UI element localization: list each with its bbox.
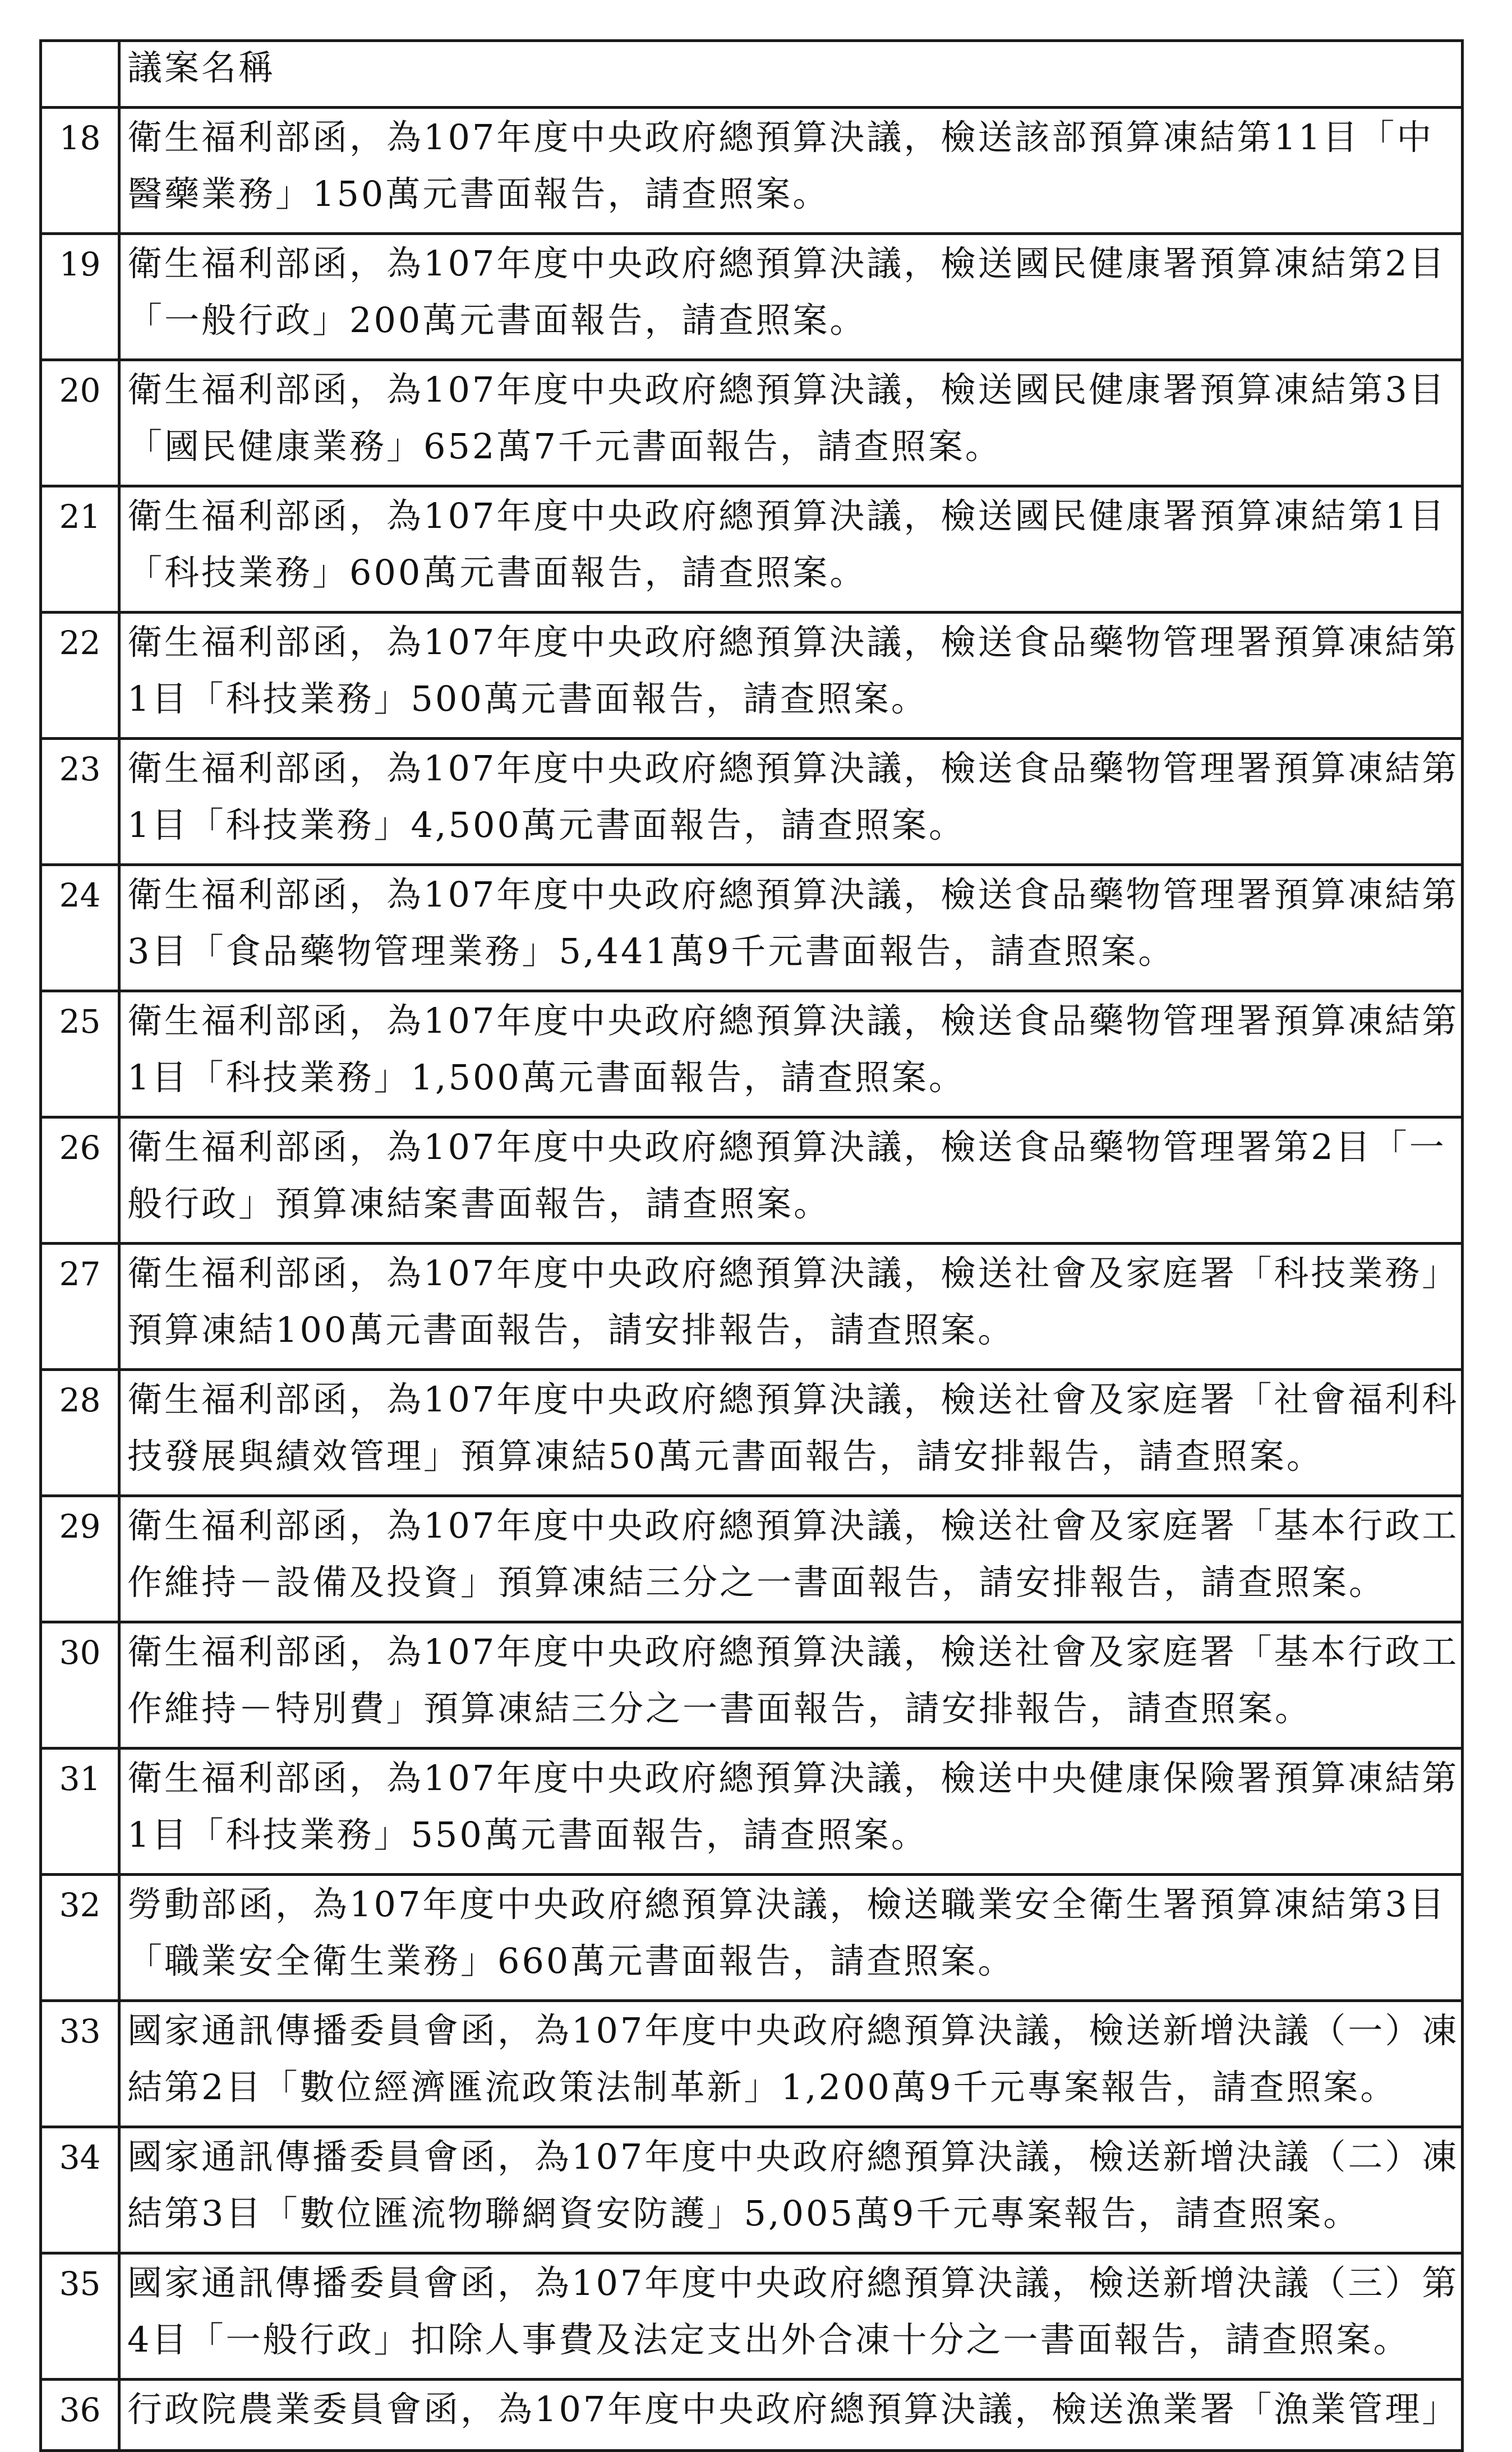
item-title-line: 技發展與績效管理」預算凍結50萬元書面報告，請安排報告，請查照案。	[127, 1436, 1324, 1476]
item-number: 27	[41, 1244, 119, 1370]
agenda-table-body	[41, 41, 1463, 2451]
item-title-line: 衛生福利部函，為107年度中央政府總預算決議，檢送國民健康署預算凍結第3目	[127, 369, 1446, 410]
table-row	[41, 1244, 1463, 1370]
table-row	[41, 234, 1463, 360]
item-title-line: 衛生福利部函，為107年度中央政府總預算決議，檢送食品藥物管理署預算凍結第	[127, 1000, 1459, 1041]
item-title	[119, 1622, 1463, 1749]
item-number: 31	[41, 1749, 119, 1875]
table-row	[41, 1622, 1463, 1749]
item-title-line: 作維持－設備及投資」預算凍結三分之一書面報告，請安排報告，請查照案。	[127, 1562, 1386, 1603]
table-row	[41, 613, 1463, 739]
table-row	[41, 1749, 1463, 1875]
item-number: 34	[41, 2127, 119, 2253]
header-title-cell: 議案名稱	[119, 41, 1463, 108]
item-number: 26	[41, 1117, 119, 1244]
item-title-line: 衛生福利部函，為107年度中央政府總預算決議，檢送社會及家庭署「基本行政工	[127, 1631, 1459, 1672]
item-number: 32	[41, 1875, 119, 2001]
item-title-line: 4目「一般行政」扣除人事費及法定支出外合凍十分之一書面報告，請查照案。	[127, 2319, 1410, 2360]
item-title-line: 「職業安全衛生業務」660萬元書面報告，請查照案。	[127, 1940, 1015, 1981]
item-title-line: 衛生福利部函，為107年度中央政府總預算決議，檢送社會及家庭署「科技業務」	[127, 1253, 1459, 1294]
table-row	[41, 1496, 1463, 1622]
item-number: 29	[41, 1496, 119, 1622]
table-row	[41, 1117, 1463, 1244]
item-title	[119, 991, 1463, 1117]
item-title	[119, 1244, 1463, 1370]
item-title	[119, 486, 1463, 613]
item-title-line: 1目「科技業務」1,500萬元書面報告，請查照案。	[127, 1057, 966, 1098]
item-title-line: 國家通訊傳播委員會函，為107年度中央政府總預算決議，檢送新增決議（二）凍	[127, 2136, 1459, 2177]
item-title	[119, 1370, 1463, 1496]
item-title-line: 1目「科技業務」550萬元書面報告，請查照案。	[127, 1814, 928, 1855]
item-title-line: 結第2目「數位經濟匯流政策法制革新」1,200萬9千元專案報告，請查照案。	[127, 2067, 1398, 2108]
item-title	[119, 865, 1463, 991]
item-title-line: 衛生福利部函，為107年度中央政府總預算決議，檢送食品藥物管理署預算凍結第	[127, 874, 1459, 915]
item-title-line: 「一般行政」200萬元書面報告，請查照案。	[127, 300, 867, 341]
item-number: 22	[41, 613, 119, 739]
item-title-line: 「科技業務」600萬元書面報告，請查照案。	[127, 552, 867, 593]
item-title-line: 1目「科技業務」500萬元書面報告，請查照案。	[127, 678, 928, 719]
item-title	[119, 108, 1463, 234]
item-title-line: 般行政」預算凍結案書面報告，請查照案。	[127, 1183, 831, 1224]
item-number: 25	[41, 991, 119, 1117]
item-number: 33	[41, 2001, 119, 2127]
item-number: 23	[41, 739, 119, 865]
agenda-table	[39, 39, 1464, 2452]
item-title-line: 1目「科技業務」4,500萬元書面報告，請查照案。	[127, 804, 966, 845]
item-title-line: 衛生福利部函，為107年度中央政府總預算決議，檢送中央健康保險署預算凍結第	[127, 1758, 1459, 1798]
table-row	[41, 2001, 1463, 2127]
table-row	[41, 2253, 1463, 2380]
item-title: 行政院農業委員會函，為107年度中央政府總預算決議，檢送漁業署「漁業管理」	[119, 2380, 1463, 2451]
item-title	[119, 613, 1463, 739]
item-title	[119, 234, 1463, 360]
item-title-line: 勞動部函，為107年度中央政府總預算決議，檢送職業安全衛生署預算凍結第3目	[127, 1884, 1446, 1925]
item-title-line: 醫藥業務」150萬元書面報告，請查照案。	[127, 173, 830, 214]
item-title	[119, 360, 1463, 486]
table-row	[41, 865, 1463, 991]
table-row	[41, 1875, 1463, 2001]
item-title-line: 作維持－特別費」預算凍結三分之一書面報告，請安排報告，請查照案。	[127, 1688, 1312, 1729]
item-number: 18	[41, 108, 119, 234]
table-row	[41, 486, 1463, 613]
item-number: 30	[41, 1622, 119, 1749]
item-title-line: 衛生福利部函，為107年度中央政府總預算決議，檢送國民健康署預算凍結第1目	[127, 495, 1446, 536]
item-title-line: 「國民健康業務」652萬7千元書面報告，請查照案。	[127, 426, 1002, 467]
item-number: 24	[41, 865, 119, 991]
item-title-line: 國家通訊傳播委員會函，為107年度中央政府總預算決議，檢送新增決議（一）凍	[127, 2010, 1459, 2051]
item-title-line: 3目「食品藥物管理業務」5,441萬9千元書面報告，請查照案。	[127, 931, 1176, 972]
item-title-line: 衛生福利部函，為107年度中央政府總預算決議，檢送食品藥物管理署第2目「一	[127, 1126, 1446, 1167]
item-title	[119, 1875, 1463, 2001]
item-title	[119, 2253, 1463, 2380]
item-title	[119, 1496, 1463, 1622]
item-title	[119, 1117, 1463, 1244]
table-header-row	[41, 41, 1463, 108]
table-row	[41, 360, 1463, 486]
table-row	[41, 2127, 1463, 2253]
table-row	[41, 2380, 1463, 2451]
item-number: 28	[41, 1370, 119, 1496]
item-number: 19	[41, 234, 119, 360]
item-number: 36	[41, 2380, 119, 2451]
table-row	[41, 739, 1463, 865]
item-title-line: 國家通訊傳播委員會函，為107年度中央政府總預算決議，檢送新增決議（三）第	[127, 2262, 1459, 2303]
item-title-line: 衛生福利部函，為107年度中央政府總預算決議，檢送食品藥物管理署預算凍結第	[127, 748, 1459, 789]
item-number: 35	[41, 2253, 119, 2380]
item-title	[119, 2001, 1463, 2127]
item-title-line: 衛生福利部函，為107年度中央政府總預算決議，檢送該部預算凍結第11目「中	[127, 117, 1434, 158]
item-title-line: 衛生福利部函，為107年度中央政府總預算決議，檢送社會及家庭署「社會福利科	[127, 1379, 1459, 1420]
item-title	[119, 2127, 1463, 2253]
item-number: 21	[41, 486, 119, 613]
item-number: 20	[41, 360, 119, 486]
item-title	[119, 739, 1463, 865]
item-title-line: 衛生福利部函，為107年度中央政府總預算決議，檢送國民健康署預算凍結第2目	[127, 243, 1446, 284]
table-row	[41, 991, 1463, 1117]
item-title-line: 結第3目「數位匯流物聯網資安防護」5,005萬9千元專案報告，請查照案。	[127, 2193, 1361, 2234]
table-row	[41, 108, 1463, 234]
item-title-line: 預算凍結100萬元書面報告，請安排報告，請查照案。	[127, 1309, 1015, 1350]
table-row	[41, 1370, 1463, 1496]
item-title	[119, 1749, 1463, 1875]
item-title-line: 衛生福利部函，為107年度中央政府總預算決議，檢送社會及家庭署「基本行政工	[127, 1505, 1459, 1546]
item-title-line: 衛生福利部函，為107年度中央政府總預算決議，檢送食品藥物管理署預算凍結第	[127, 622, 1459, 663]
header-number-cell	[41, 41, 119, 108]
